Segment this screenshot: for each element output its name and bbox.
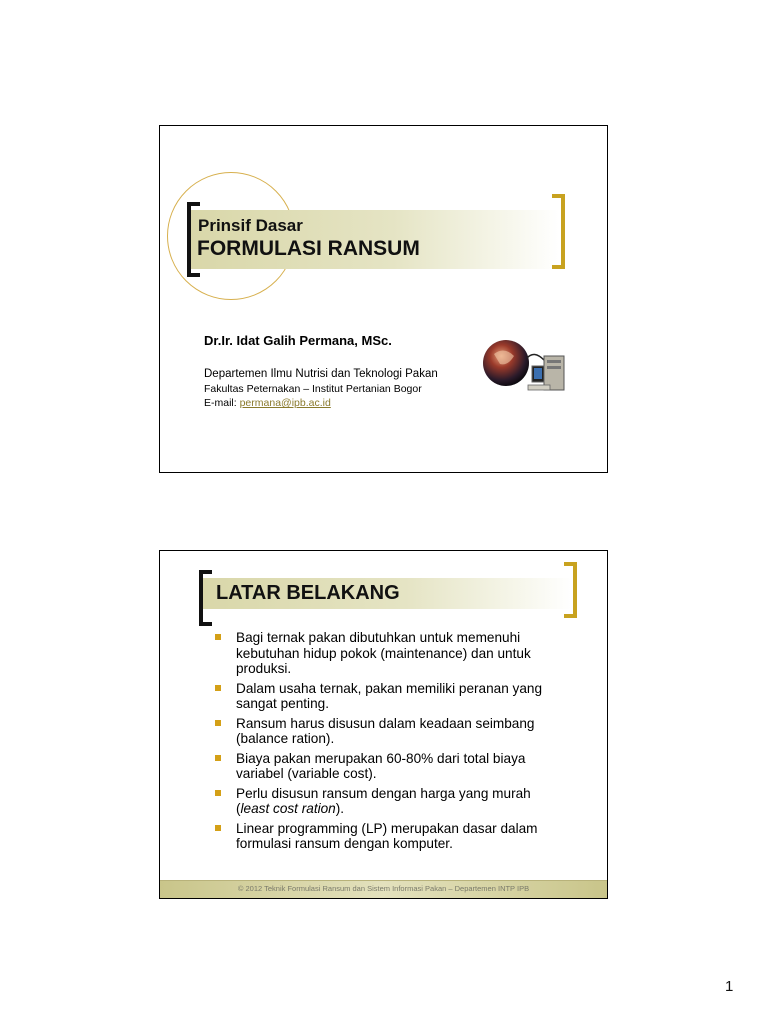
slide-subtitle: Prinsif Dasar	[198, 216, 303, 235]
globe-computer-clipart	[482, 336, 572, 400]
slide-background	[159, 550, 608, 899]
bullet-square-icon	[215, 790, 221, 796]
faculty: Fakultas Peternakan – Institut Pertanian Bogor	[204, 383, 422, 395]
department: Departemen Ilmu Nutrisi dan Teknologi Pakan	[204, 368, 438, 380]
bullet-square-icon	[215, 634, 221, 640]
slide-title-text: FORMULASI RANSUM	[197, 237, 420, 260]
bullet-square-icon	[215, 720, 221, 726]
list-item: Ransum harus disusun dalam keadaan seimbang (balance ration).	[215, 716, 555, 747]
list-item: Dalam usaha ternak, pakan memiliki peranan yang sangat penting.	[215, 681, 555, 712]
bullet-square-icon	[215, 825, 221, 831]
list-item: Linear programming (LP) merupakan dasar dalam formulasi ransum dengan komputer.	[215, 821, 555, 852]
list-item: Perlu disusun ransum dengan harga yang murah (least cost ration).	[215, 786, 555, 817]
slide-footer	[160, 880, 607, 898]
right-bracket	[564, 562, 577, 618]
email-label: E-mail:	[204, 397, 240, 409]
footer-text: © 2012 Teknik Formulasi Ransum dan Sistem Informasi Pakan – Departemen INTP IPB	[237, 884, 530, 893]
right-bracket	[552, 194, 565, 269]
email-line	[204, 397, 331, 409]
left-bracket	[199, 570, 212, 626]
bullet-list	[215, 630, 555, 856]
slide-title-text: LATAR BELAKANG	[216, 582, 400, 604]
list-item: Biaya pakan merupakan 60-80% dari total biaya variabel (variable cost).	[215, 751, 555, 782]
bullet-square-icon	[215, 755, 221, 761]
slide-title	[159, 125, 608, 473]
page-number: 1	[725, 978, 734, 995]
bullet-square-icon	[215, 685, 221, 691]
list-item: Bagi ternak pakan dibutuhkan untuk memenuhi kebutuhan hidup pokok (maintenance) dan untuk produksi.	[215, 630, 555, 677]
email-link[interactable]: permana@ipb.ac.id	[239, 397, 331, 409]
author-name: Dr.Ir. Idat Galih Permana, MSc.	[204, 333, 392, 348]
